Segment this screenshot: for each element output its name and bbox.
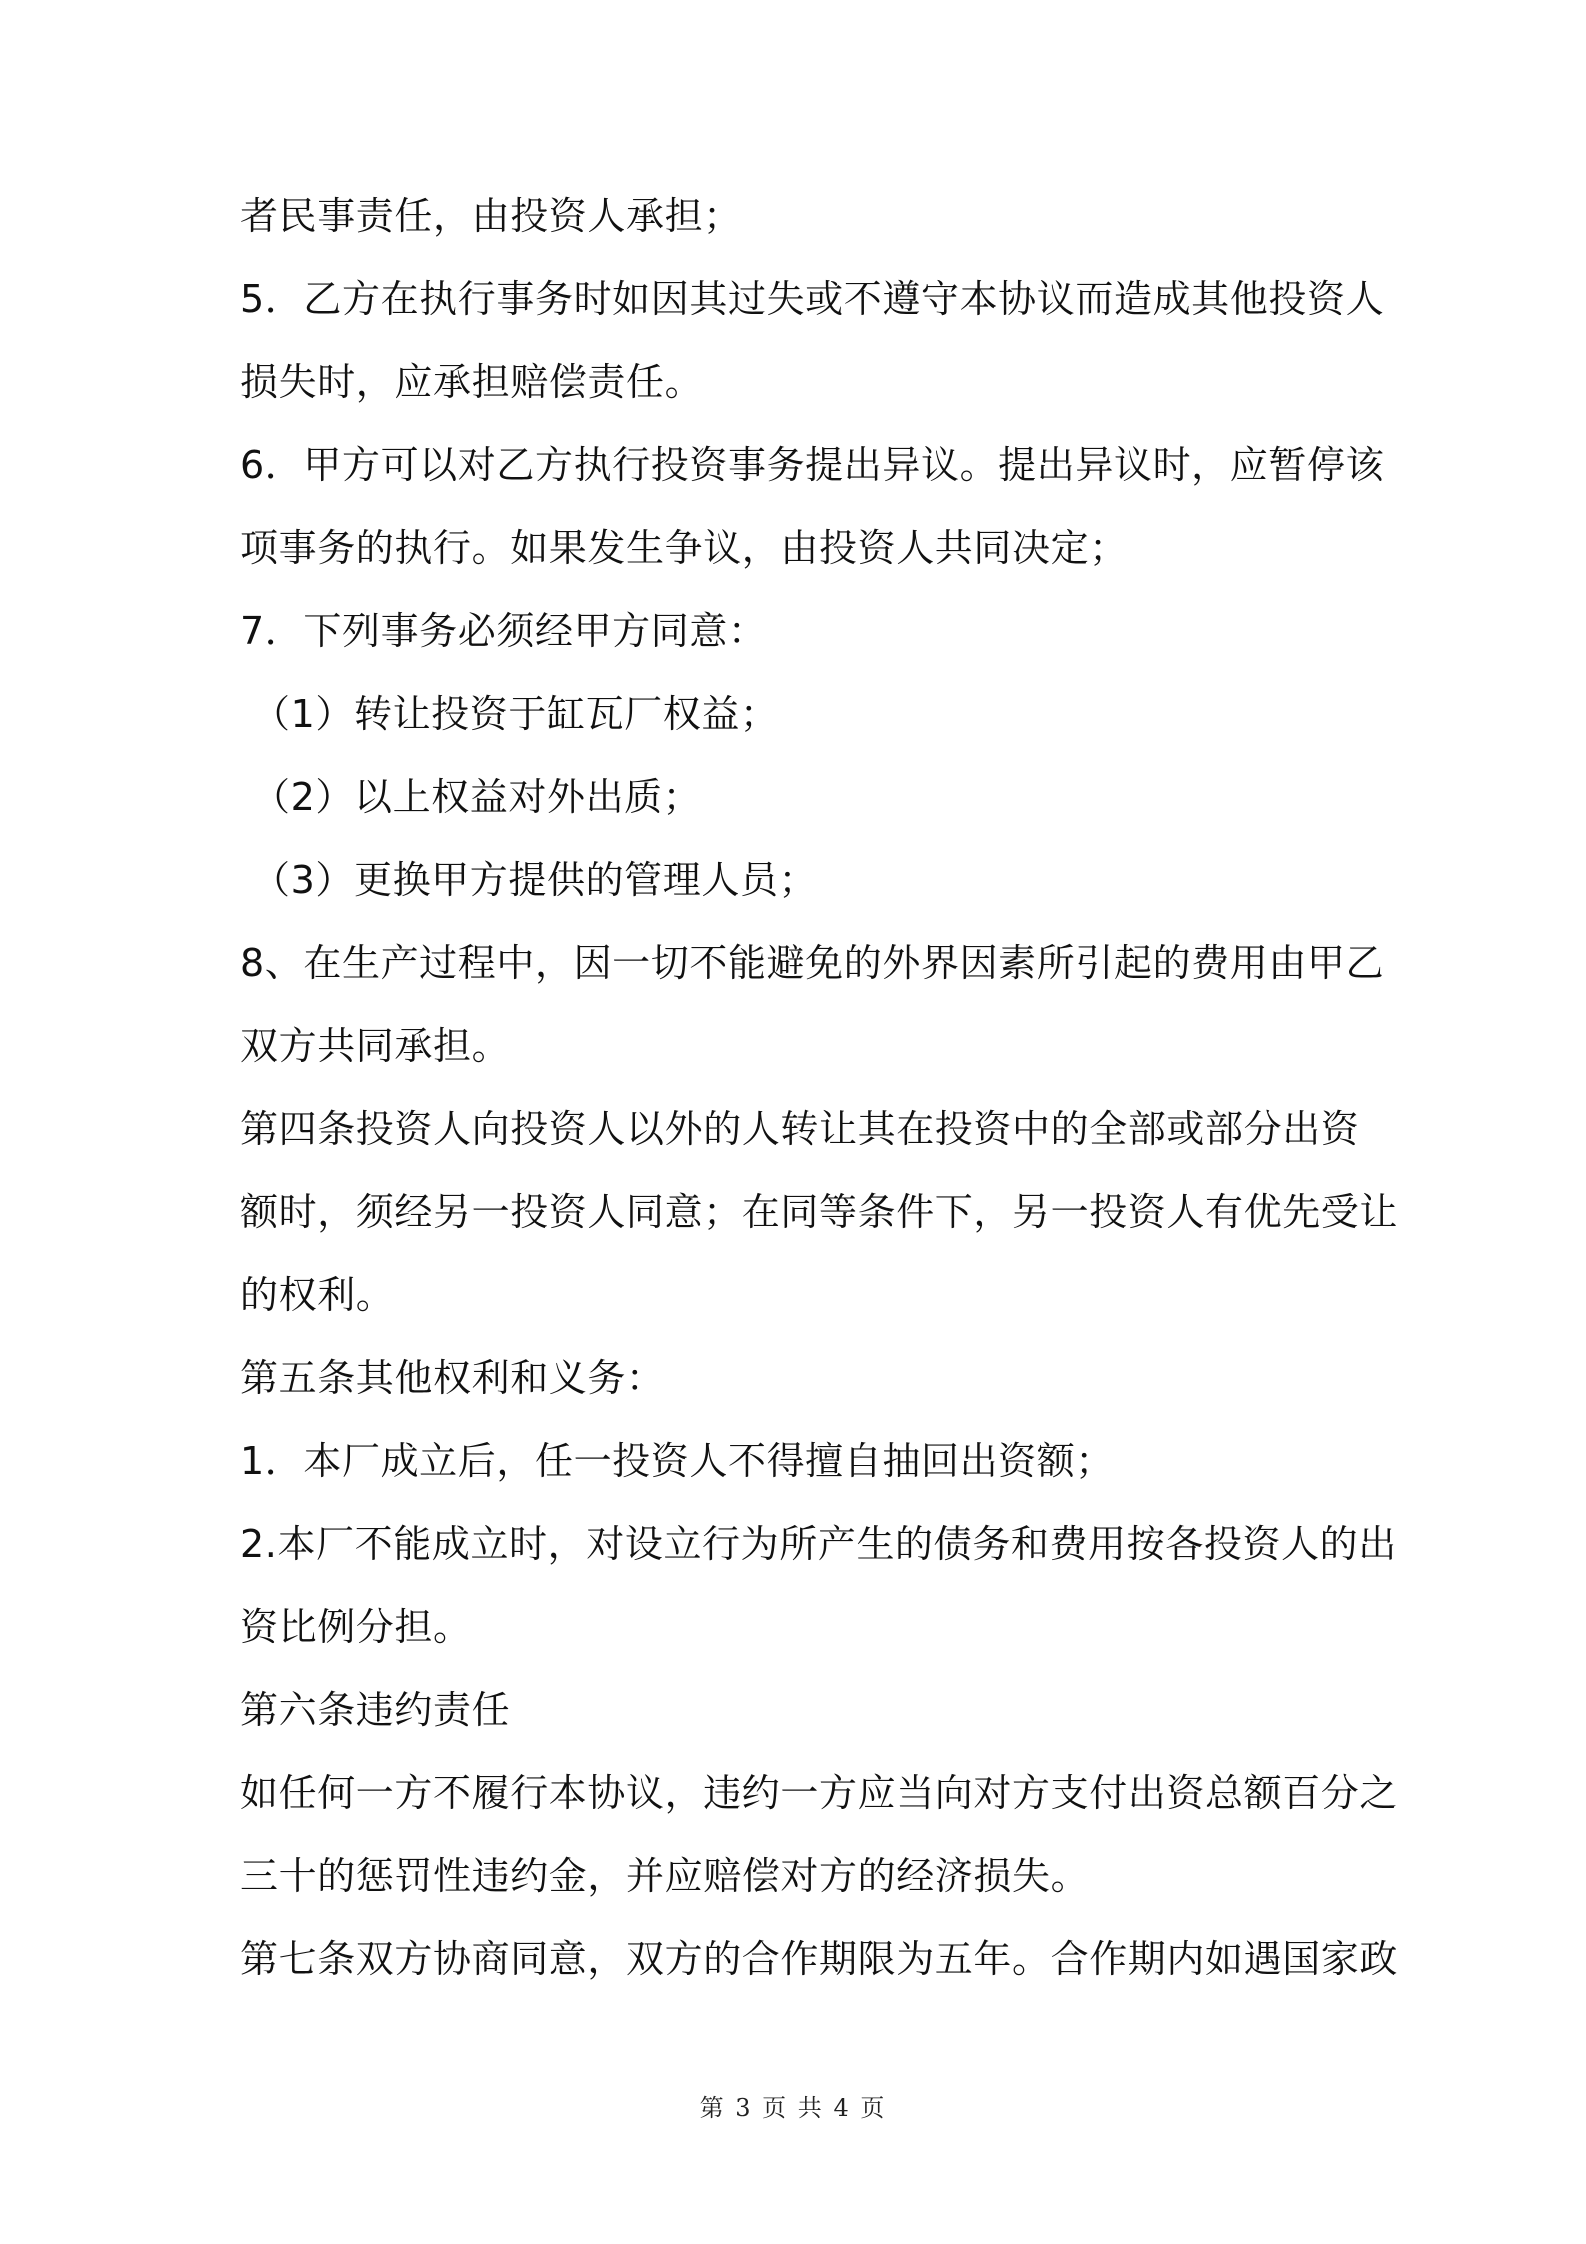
text-line: 的权利。 [240,1273,395,1317]
text-line: 第七条双方协商同意，双方的合作期限为五年。合作期内如遇国家政 [240,1937,1399,1981]
text-line: 6．甲方可以对乙方执行投资事务提出异议。提出异议时，应暂停该 [240,443,1385,487]
text-line: 三十的惩罚性违约金，并应赔偿对方的经济损失。 [240,1854,1090,1898]
text-line: 损失时，应承担赔偿责任。 [240,360,704,404]
text-line: 者民事责任，由投资人承担； [240,194,742,238]
page-number-footer: 第 3 页 共 4 页 [699,2094,887,2122]
text-line: 第四条投资人向投资人以外的人转让其在投资中的全部或部分出资 [240,1107,1360,1151]
document-body [240,175,1399,2001]
text-line: （3）更换甲方提供的管理人员； [252,858,818,902]
text-line: 7．下列事务必须经甲方同意： [240,609,767,653]
text-line: 2.本厂不能成立时，对设立行为所产生的债务和费用按各投资人的出 [240,1522,1397,1566]
text-line: 项事务的执行。如果发生争议，由投资人共同决定； [240,526,1128,570]
text-line: 双方共同承担。 [240,1024,511,1068]
text-line: （1）转让投资于缸瓦厂权益； [252,692,779,736]
text-line: 1．本厂成立后，任一投资人不得擅自抽回出资额； [240,1439,1114,1483]
text-line: 额时，须经另一投资人同意；在同等条件下，另一投资人有优先受让 [240,1190,1399,1234]
text-line: 第六条违约责任 [240,1688,511,1732]
text-line: 5．乙方在执行事务时如因其过失或不遵守本协议而造成其他投资人 [240,277,1385,321]
text-line: （2）以上权益对外出质； [252,775,702,819]
text-line: 资比例分担。 [240,1605,472,1649]
text-line: 第五条其他权利和义务： [240,1356,665,1400]
text-line: 8、在生产过程中，因一切不能避免的外界因素所引起的费用由甲乙 [240,941,1385,985]
text-line: 如任何一方不履行本协议，违约一方应当向对方支付出资总额百分之 [240,1771,1399,1815]
